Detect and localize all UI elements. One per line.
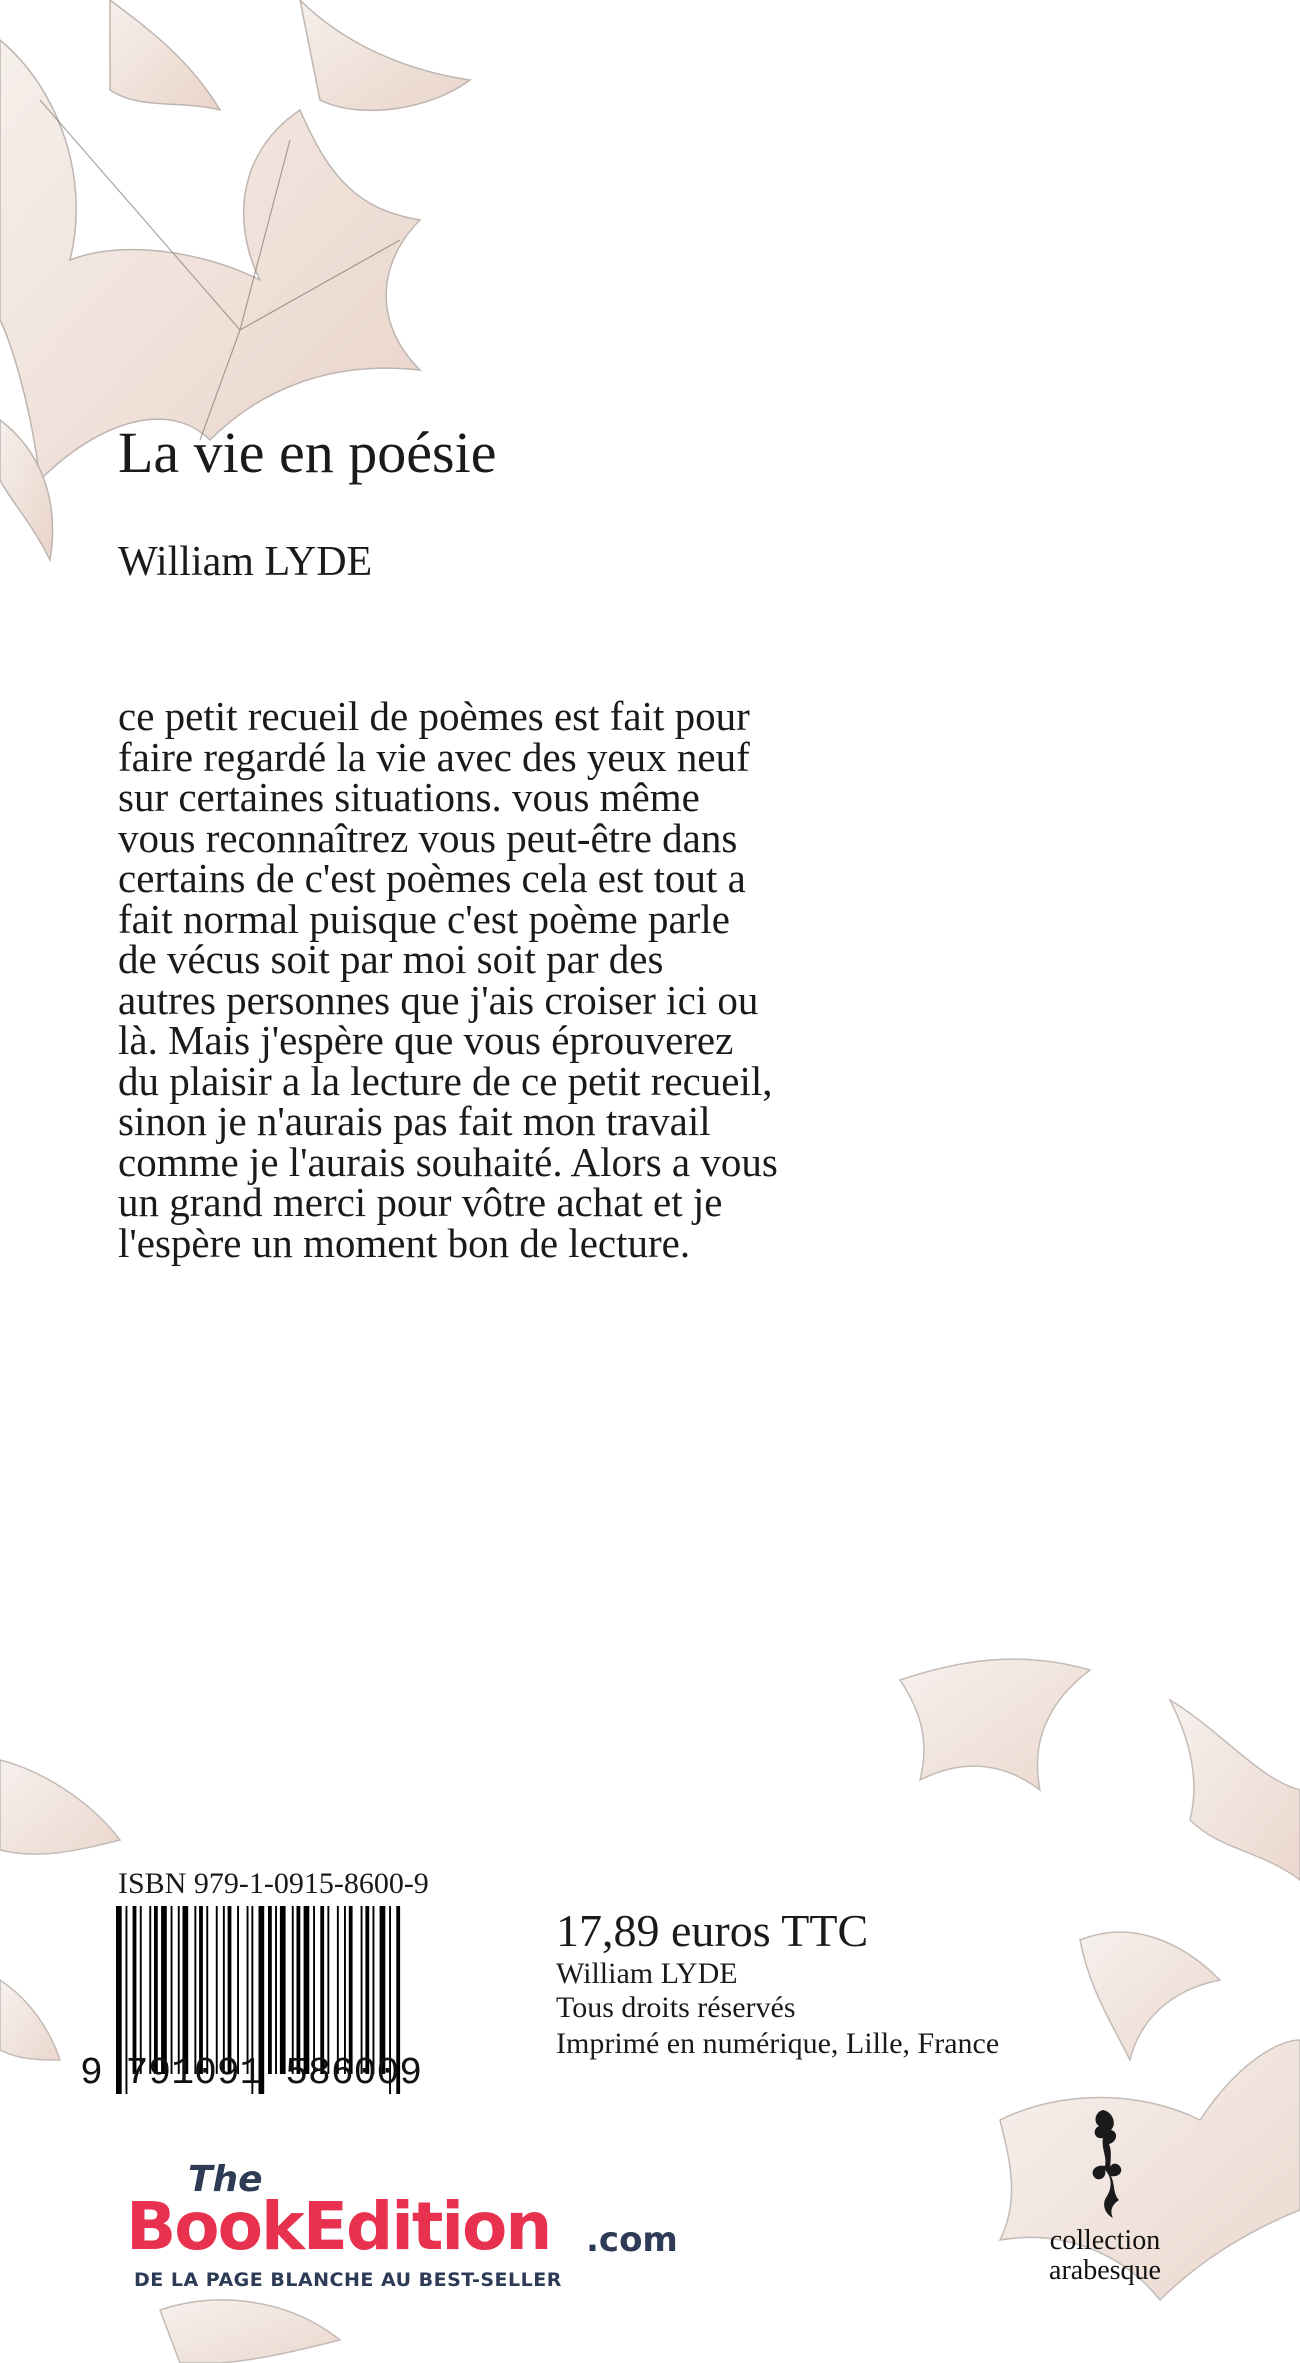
barcode-bar bbox=[178, 1906, 180, 2074]
arabesque-ornament-icon bbox=[1065, 2106, 1145, 2226]
barcode-bar bbox=[275, 1906, 277, 2074]
barcode-bar bbox=[237, 1906, 239, 2074]
barcode-bar bbox=[373, 1906, 375, 2074]
info-author: William LYDE bbox=[556, 1957, 738, 1990]
barcode-bar bbox=[216, 1906, 218, 2074]
barcode-bar bbox=[183, 1906, 189, 2074]
barcode-bar bbox=[292, 1906, 294, 2074]
barcode-bar bbox=[365, 1906, 369, 2074]
barcode-bar bbox=[171, 1906, 173, 2074]
blurb-line: là. Mais j'espère que vous éprouverez bbox=[118, 1017, 734, 1063]
blurb-line: certains de c'est poèmes cela est tout a bbox=[118, 855, 746, 901]
barcode-bar bbox=[380, 1906, 386, 2074]
barcode-bar bbox=[344, 1906, 346, 2074]
barcode-bar bbox=[149, 1906, 151, 2074]
rights-notice: Tous droits réservés bbox=[556, 1991, 796, 2024]
barcode-bar bbox=[268, 1906, 272, 2074]
blurb-line: fait normal puisque c'est poème parle bbox=[118, 895, 730, 942]
barcode-bar bbox=[349, 1906, 353, 2074]
blurb-line: un grand merci pour vôtre achat et je bbox=[118, 1179, 723, 1225]
logo-the: The bbox=[188, 2159, 263, 2200]
price: 17,89 euros TTC bbox=[556, 1905, 869, 1956]
collection-line-1: collection bbox=[1049, 2225, 1161, 2256]
isbn-label: ISBN 979-1-0915-8600-9 bbox=[118, 1867, 429, 1900]
barcode-bar bbox=[320, 1906, 324, 2074]
barcode-bar bbox=[206, 1906, 208, 2074]
barcode-bar bbox=[154, 1906, 158, 2074]
blurb-line: l'espère un moment bon de lecture. bbox=[118, 1219, 691, 1266]
blurb-line: sur certaines situations. vous même bbox=[118, 774, 700, 820]
book-author: William LYDE bbox=[118, 539, 373, 585]
barcode-bar bbox=[223, 1906, 225, 2074]
book-title: La vie en poésie bbox=[118, 420, 497, 485]
barcode-bar bbox=[304, 1906, 310, 2074]
blurb-line: ce petit recueil de poèmes est fait pour bbox=[118, 693, 750, 739]
publisher-logo bbox=[126, 2156, 706, 2296]
barcode-bar bbox=[199, 1906, 203, 2074]
book-blurb bbox=[118, 693, 998, 1266]
barcode-bar bbox=[280, 1906, 286, 2074]
logo-tagline: DE LA PAGE BLANCHE AU BEST-SELLER bbox=[134, 2269, 562, 2291]
barcode-bar bbox=[327, 1906, 329, 2074]
barcode-bar bbox=[313, 1906, 315, 2074]
logo-name: BookEdition bbox=[126, 2188, 551, 2265]
barcode-bar bbox=[228, 1906, 232, 2074]
barcode-bar bbox=[161, 1906, 167, 2074]
blurb-line: autres personnes que j'ais croiser ici ou bbox=[118, 976, 759, 1023]
blurb-line: de vécus soit par moi soit par des bbox=[118, 936, 664, 982]
blurb-line: du plaisir a la lecture de ce petit recueil, bbox=[118, 1057, 773, 1104]
printing-notice: Imprimé en numérique, Lille, France bbox=[556, 2027, 1000, 2060]
logo-domain: .com bbox=[586, 2220, 678, 2260]
barcode-bar bbox=[337, 1906, 339, 2074]
collection-line-2: arabesque bbox=[1049, 2255, 1161, 2286]
blurb-line: comme je l'aurais souhaité. Alors a vous bbox=[118, 1138, 778, 1185]
barcode-bar bbox=[194, 1906, 196, 2074]
barcode-bar bbox=[361, 1906, 363, 2074]
blurb-line: sinon je n'aurais pas fait mon travail bbox=[118, 1098, 711, 1144]
barcode-digits: 9 791091 586009 bbox=[80, 2052, 423, 2095]
barcode-bar bbox=[140, 1906, 142, 2074]
barcode-bar bbox=[297, 1906, 301, 2074]
blurb-line: faire regardé la vie avec des yeux neuf bbox=[118, 733, 750, 780]
barcode-bar bbox=[247, 1906, 249, 2074]
collection-mark bbox=[1030, 2106, 1180, 2306]
blurb-line: vous reconnaîtrez vous peut-être dans bbox=[118, 814, 738, 861]
barcode-bar bbox=[133, 1906, 137, 2074]
